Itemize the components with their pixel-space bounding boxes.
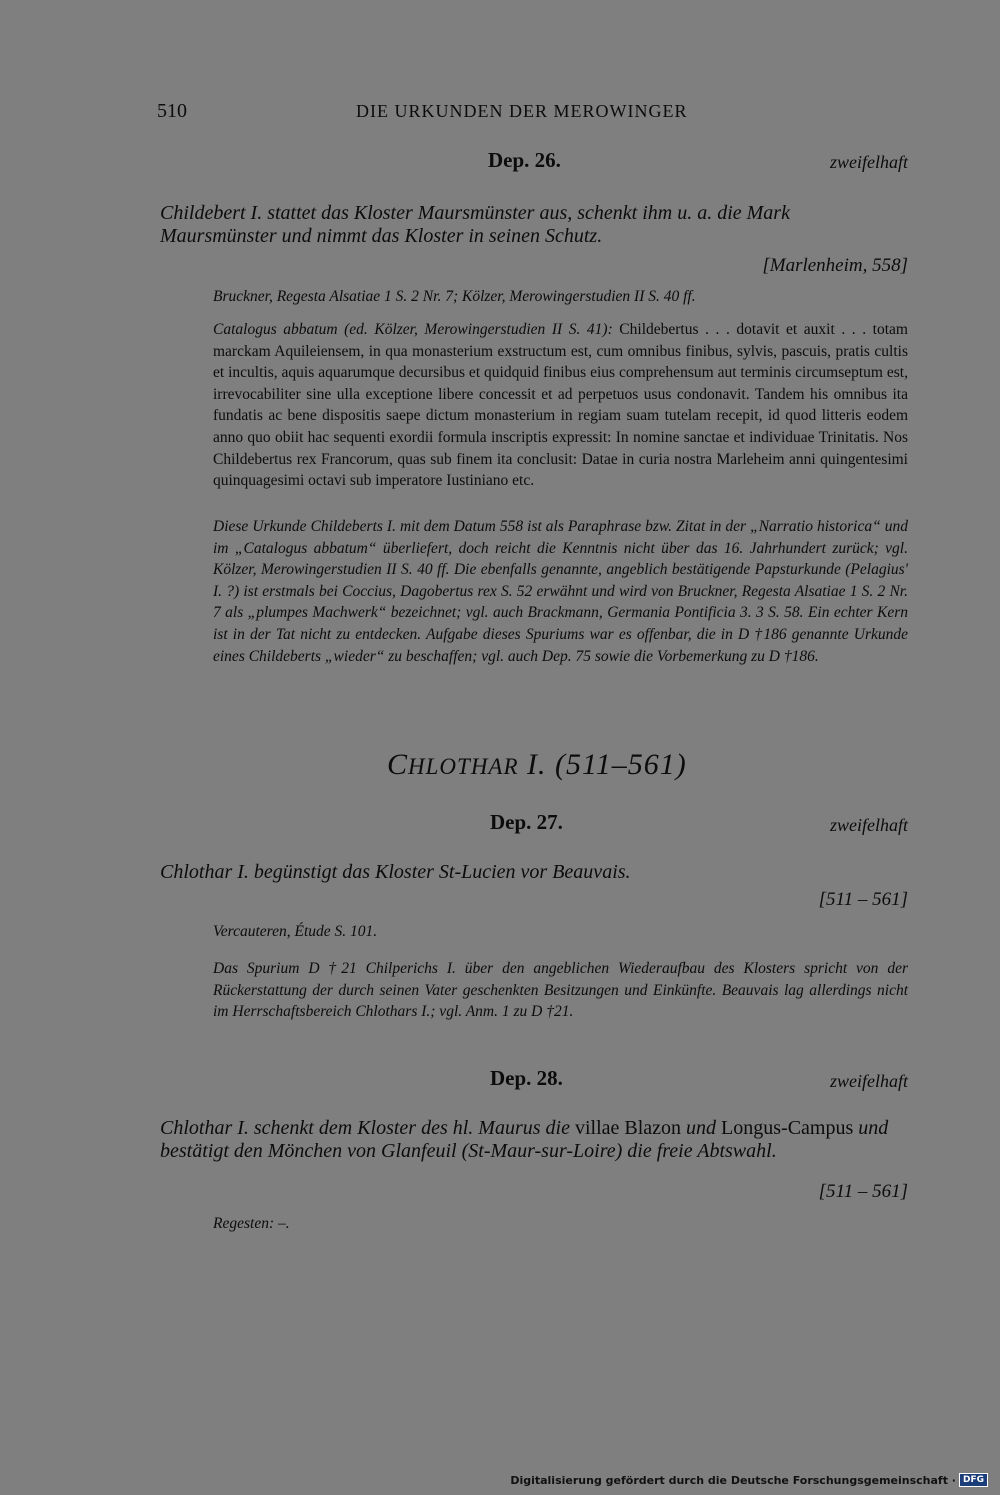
dep26-source-text: Childebertus . . . dotavit et auxit . . . totam marckam Aquileiensem, in qua monasterium exstructum est, cum omnibus finibus, sylvis, pascuis, pratis cultis et incultis, aquis aquarumque decursibus et quidquid finibus eius comprehensum aut terminis circumseptum est, irrevocabiliter sine ulla exceptione libere concessit et ad perpetuos usus condonavit. Tandem his omnibus ita fundatis ac bene dispositis saepe dictum monasterium in regiam suam tutelam recepit, id quod litteris eodem anno quo obiit hac sequenti exordii formula inscriptis expressit: In nomine sanctae et individuae Trinitatis. Nos Childebertus rex Francorum, quas sub finem ita conclusit: Datae in curia nostra Marleheim anni quingentesimi quinquagesimi octavi sub imperatore Iustiniano etc. bbox=[213, 321, 908, 490]
dep26-label: Dep. 26. bbox=[488, 148, 561, 172]
dep27-literature: Vercauteren, Étude S. 101. bbox=[213, 923, 378, 940]
dep26-date: [Marlenheim, 558] bbox=[762, 255, 908, 276]
footer-credit bbox=[510, 1473, 988, 1487]
dep27-status: zweifelhaft bbox=[830, 815, 908, 835]
dep28-status: zweifelhaft bbox=[830, 1071, 908, 1091]
dfg-logo: DFG bbox=[959, 1473, 988, 1487]
dep28-date: [511 – 561] bbox=[818, 1181, 908, 1202]
dep26-status: zweifelhaft bbox=[830, 152, 908, 172]
dep28-regest: Chlothar I. schenkt dem Kloster des hl. Maurus die villae Blazon und Longus-Campus und bestätigt den Mönchen von Glanfeuil (St-Maur-sur-Loire) die freie Abtswahl. bbox=[160, 1117, 889, 1162]
dep27-regest: Chlothar I. begünstigt das Kloster St-Lucien vor Beauvais. bbox=[160, 861, 631, 883]
dep27-commentary: Das Spurium D †21 Chilperichs I. über den angeblichen Wiederaufbau des Klosters spricht von der Rückerstattung der durch seinen Vater geschenkten Besitzungen und Einkünfte. Beauvais lag allerdings nicht im Herrschaftsbereich Chlothars I.; vgl. Anm. 1 zu D †21. bbox=[213, 960, 908, 1021]
dep26-source-intro: Catalogus abbatum (ed. Kölzer, Merowingerstudien II S. 41): bbox=[213, 321, 613, 338]
dep27-date: [511 – 561] bbox=[818, 889, 908, 910]
page-number: 510 bbox=[157, 100, 187, 122]
dep26-source bbox=[213, 319, 908, 492]
dep26-regest: Childebert I. stattet das Kloster Maursmünster aus, schenkt ihm u. a. die Mark Maursmünster und nimmt das Kloster in seinen Schutz. bbox=[160, 202, 790, 247]
dep26-commentary: Diese Urkunde Childeberts I. mit dem Datum 558 ist als Paraphrase bzw. Zitat in der „Narratio historica“ und im „Catalogus abbatum“ überliefert, doch reicht die Kenntnis nicht über das 16. Jahrhundert zurück; vgl. Kölzer, Merowingerstudien II S. 40 ff. Die ebenfalls genannte, angeblich bestätigende Papsturkunde (Pelagius' I. ?) ist erstmals bei Coccius, Dagobertus rex S. 52 erwähnt und wird von Bruckner, Regesta Alsatiae 1 S. 2 Nr. 7 als „plumpes Machwerk“ bezeichnet; vgl. auch Brackmann, Germania Pontificia 3. 3 S. 58. Ein echter Kern ist in der Tat nicht zu entdecken. Aufgabe dieses Spuriums war es offenbar, die in D †186 genannte Urkunde eines Childeberts „wieder“ zu beschaffen; vgl. auch Dep. 75 sowie die Vorbemerkung zu D †186. bbox=[213, 518, 908, 665]
dep26-literature: Bruckner, Regesta Alsatiae 1 S. 2 Nr. 7; Kölzer, Merowingerstudien II S. 40 ff. bbox=[213, 288, 696, 305]
dep28-literature: Regesten: –. bbox=[213, 1215, 290, 1232]
footer-text: Digitalisierung gefördert durch die Deutsche Forschungsgemeinschaft · bbox=[510, 1473, 956, 1487]
section-title: CHLOTHAR I. (511–561) bbox=[387, 748, 687, 781]
dep28-label: Dep. 28. bbox=[490, 1066, 563, 1090]
dep27-label: Dep. 27. bbox=[490, 810, 563, 834]
running-title: DIE URKUNDEN DER MEROWINGER bbox=[356, 101, 688, 121]
